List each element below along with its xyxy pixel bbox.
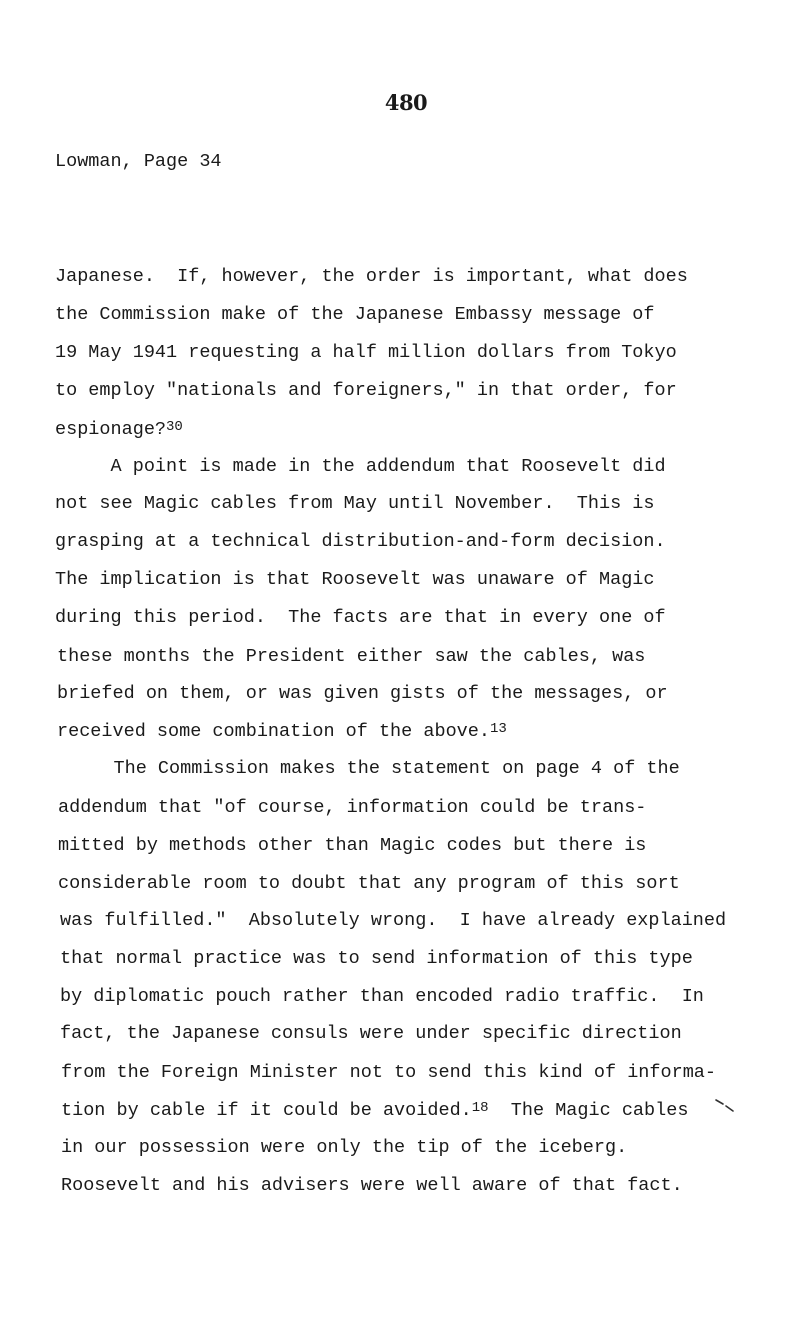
body-line <box>55 606 666 630</box>
line-text: 19 May 1941 requesting a half million dollars from Tokyo <box>55 342 677 363</box>
body-line <box>55 568 655 592</box>
line-text: in our possession were only the tip of the iceberg. <box>61 1137 628 1158</box>
body-line <box>60 947 693 971</box>
line-text: was fulfilled." Absolutely wrong. I have already explained <box>60 910 727 931</box>
body-line <box>55 418 183 443</box>
line-text: received some combination of the above. <box>57 721 490 742</box>
body-line <box>58 796 646 820</box>
line-text: these months the President either saw the cables, was <box>57 646 646 667</box>
handwritten-mark <box>714 1098 736 1114</box>
footnote-reference: 30 <box>166 419 183 435</box>
body-line <box>55 530 666 554</box>
line-text: Japanese. If, however, the order is important, what does <box>55 266 688 287</box>
body-line <box>61 1136 627 1160</box>
body-line <box>55 379 677 403</box>
body-line <box>61 1099 688 1124</box>
body-line <box>55 455 666 479</box>
line-text: tion by cable if it could be avoided. <box>61 1100 472 1121</box>
line-text: the Commission make of the Japanese Embassy message of <box>55 304 655 325</box>
body-line <box>60 1022 682 1046</box>
line-text: to employ "nationals and foreigners," in that order, for <box>55 380 677 401</box>
running-head: Lowman, Page 34 <box>55 151 222 172</box>
line-text: grasping at a technical distribution-and-form decision. <box>55 531 666 552</box>
line-text: A point is made in the addendum that Roosevelt did <box>55 456 666 477</box>
body-line <box>61 1174 683 1198</box>
line-text: Roosevelt and his advisers were well aware of that fact. <box>61 1175 683 1196</box>
body-line <box>57 645 645 669</box>
body-line <box>55 341 677 365</box>
line-text: The Commission makes the statement on page 4 of the <box>58 758 680 779</box>
body-line <box>55 303 655 327</box>
line-text: not see Magic cables from May until November. This is <box>55 493 655 514</box>
body-line <box>58 872 680 896</box>
footnote-reference: 18 <box>471 1100 489 1116</box>
line-text: briefed on them, or was given gists of the messages, or <box>57 683 668 704</box>
body-line <box>58 757 680 781</box>
body-line <box>55 265 688 289</box>
line-text: by diplomatic pouch rather than encoded radio traffic. In <box>60 986 704 1007</box>
line-text: during this period. The facts are that in every one of <box>55 607 666 628</box>
line-text: that normal practice was to send information of this type <box>60 948 693 969</box>
body-line <box>60 985 704 1009</box>
line-text-continued: The Magic cables <box>488 1100 689 1121</box>
line-text: considerable room to doubt that any program of this sort <box>58 873 680 894</box>
line-text: addendum that "of course, information could be trans- <box>58 797 647 818</box>
body-line <box>57 720 507 745</box>
line-text: from the Foreign Minister not to send this kind of informa- <box>61 1062 717 1083</box>
body-line <box>61 1061 716 1085</box>
footnote-reference: 13 <box>489 721 507 737</box>
line-text: fact, the Japanese consuls were under specific direction <box>60 1023 682 1044</box>
body-line <box>60 909 726 933</box>
line-text: The implication is that Roosevelt was unaware of Magic <box>55 569 655 590</box>
line-text: mitted by methods other than Magic codes but there is <box>58 835 647 856</box>
body-line <box>55 492 655 516</box>
page-number: 480 <box>384 90 428 115</box>
body-line <box>57 682 668 706</box>
line-text: espionage? <box>55 419 167 440</box>
body-line <box>58 834 646 858</box>
